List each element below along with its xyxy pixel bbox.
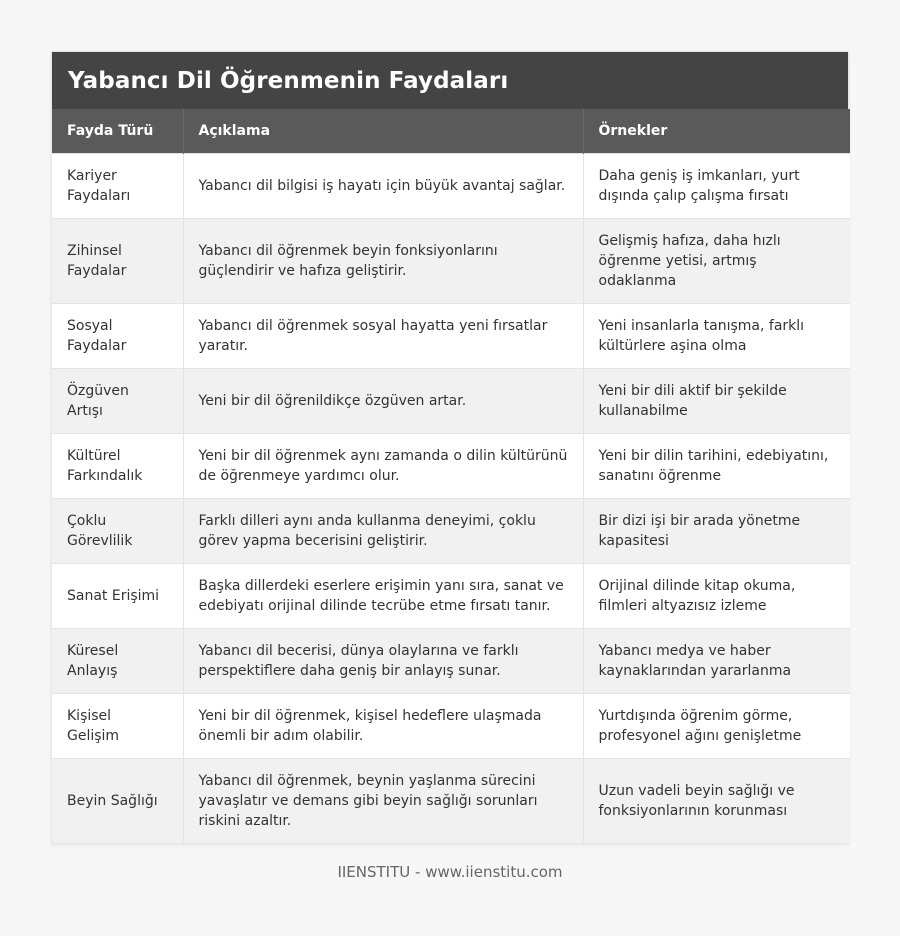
table-header <box>52 109 850 153</box>
cell-type: Zihinsel Faydalar <box>52 218 183 303</box>
benefits-table <box>52 109 850 843</box>
cell-type: Kültürel Farkındalık <box>52 433 183 498</box>
cell-description: Yabancı dil öğrenmek beyin fonksiyonlarını güçlendirir ve hafıza geliştirir. <box>183 218 583 303</box>
cell-description: Farklı dilleri aynı anda kullanma deneyimi, çoklu görev yapma becerisini geliştirir. <box>183 498 583 563</box>
column-header-type: Fayda Türü <box>52 109 183 153</box>
cell-type: Çoklu Görevlilik <box>52 498 183 563</box>
cell-examples: Yeni bir dili aktif bir şekilde kullanabilme <box>583 368 850 433</box>
table-row <box>52 218 850 303</box>
cell-examples: Yurtdışında öğrenim görme, profesyonel ağını genişletme <box>583 693 850 758</box>
column-header-examples: Örnekler <box>583 109 850 153</box>
table-row <box>52 303 850 368</box>
cell-examples: Bir dizi işi bir arada yönetme kapasitesi <box>583 498 850 563</box>
cell-examples: Orijinal dilinde kitap okuma, filmleri altyazısız izleme <box>583 563 850 628</box>
cell-type: Sosyal Faydalar <box>52 303 183 368</box>
table-row <box>52 368 850 433</box>
cell-examples: Yabancı medya ve haber kaynaklarından yararlanma <box>583 628 850 693</box>
cell-examples: Yeni insanlarla tanışma, farklı kültürlere aşina olma <box>583 303 850 368</box>
cell-description: Yabancı dil öğrenmek, beynin yaşlanma sürecini yavaşlatır ve demans gibi beyin sağlığı sorunları riskini azaltır. <box>183 758 583 843</box>
cell-examples: Yeni bir dilin tarihini, edebiyatını, sanatını öğrenme <box>583 433 850 498</box>
cell-type: Kariyer Faydaları <box>52 153 183 218</box>
cell-type: Küresel Anlayış <box>52 628 183 693</box>
table-row <box>52 153 850 218</box>
footer-credit: IIENSTITU - www.iienstitu.com <box>337 863 563 881</box>
cell-description: Yabancı dil öğrenmek sosyal hayatta yeni fırsatlar yaratır. <box>183 303 583 368</box>
cell-examples: Gelişmiş hafıza, daha hızlı öğrenme yetisi, artmış odaklanma <box>583 218 850 303</box>
cell-examples: Daha geniş iş imkanları, yurt dışında çalıp çalışma fırsatı <box>583 153 850 218</box>
title-bar <box>52 52 848 109</box>
cell-type: Kişisel Gelişim <box>52 693 183 758</box>
cell-description: Yabancı dil bilgisi iş hayatı için büyük avantaj sağlar. <box>183 153 583 218</box>
cell-type: Sanat Erişimi <box>52 563 183 628</box>
table-row <box>52 433 850 498</box>
table-row <box>52 628 850 693</box>
cell-description: Yeni bir dil öğrenildikçe özgüven artar. <box>183 368 583 433</box>
table-row <box>52 563 850 628</box>
table-row <box>52 498 850 563</box>
cell-description: Yeni bir dil öğrenmek, kişisel hedeflere ulaşmada önemli bir adım olabilir. <box>183 693 583 758</box>
table-row <box>52 758 850 843</box>
cell-description: Yabancı dil becerisi, dünya olaylarına ve farklı perspektiflere daha geniş bir anlayış sunar. <box>183 628 583 693</box>
cell-type: Özgüven Artışı <box>52 368 183 433</box>
cell-type: Beyin Sağlığı <box>52 758 183 843</box>
cell-examples: Uzun vadeli beyin sağlığı ve fonksiyonlarının korunması <box>583 758 850 843</box>
benefits-table-card <box>51 51 849 844</box>
column-header-description: Açıklama <box>183 109 583 153</box>
cell-description: Yeni bir dil öğrenmek aynı zamanda o dilin kültürünü de öğrenmeye yardımcı olur. <box>183 433 583 498</box>
table-title: Yabancı Dil Öğrenmenin Faydaları <box>68 67 509 94</box>
table-row <box>52 693 850 758</box>
cell-description: Başka dillerdeki eserlere erişimin yanı sıra, sanat ve edebiyatı orijinal dilinde tecrübe etme fırsatı tanır. <box>183 563 583 628</box>
